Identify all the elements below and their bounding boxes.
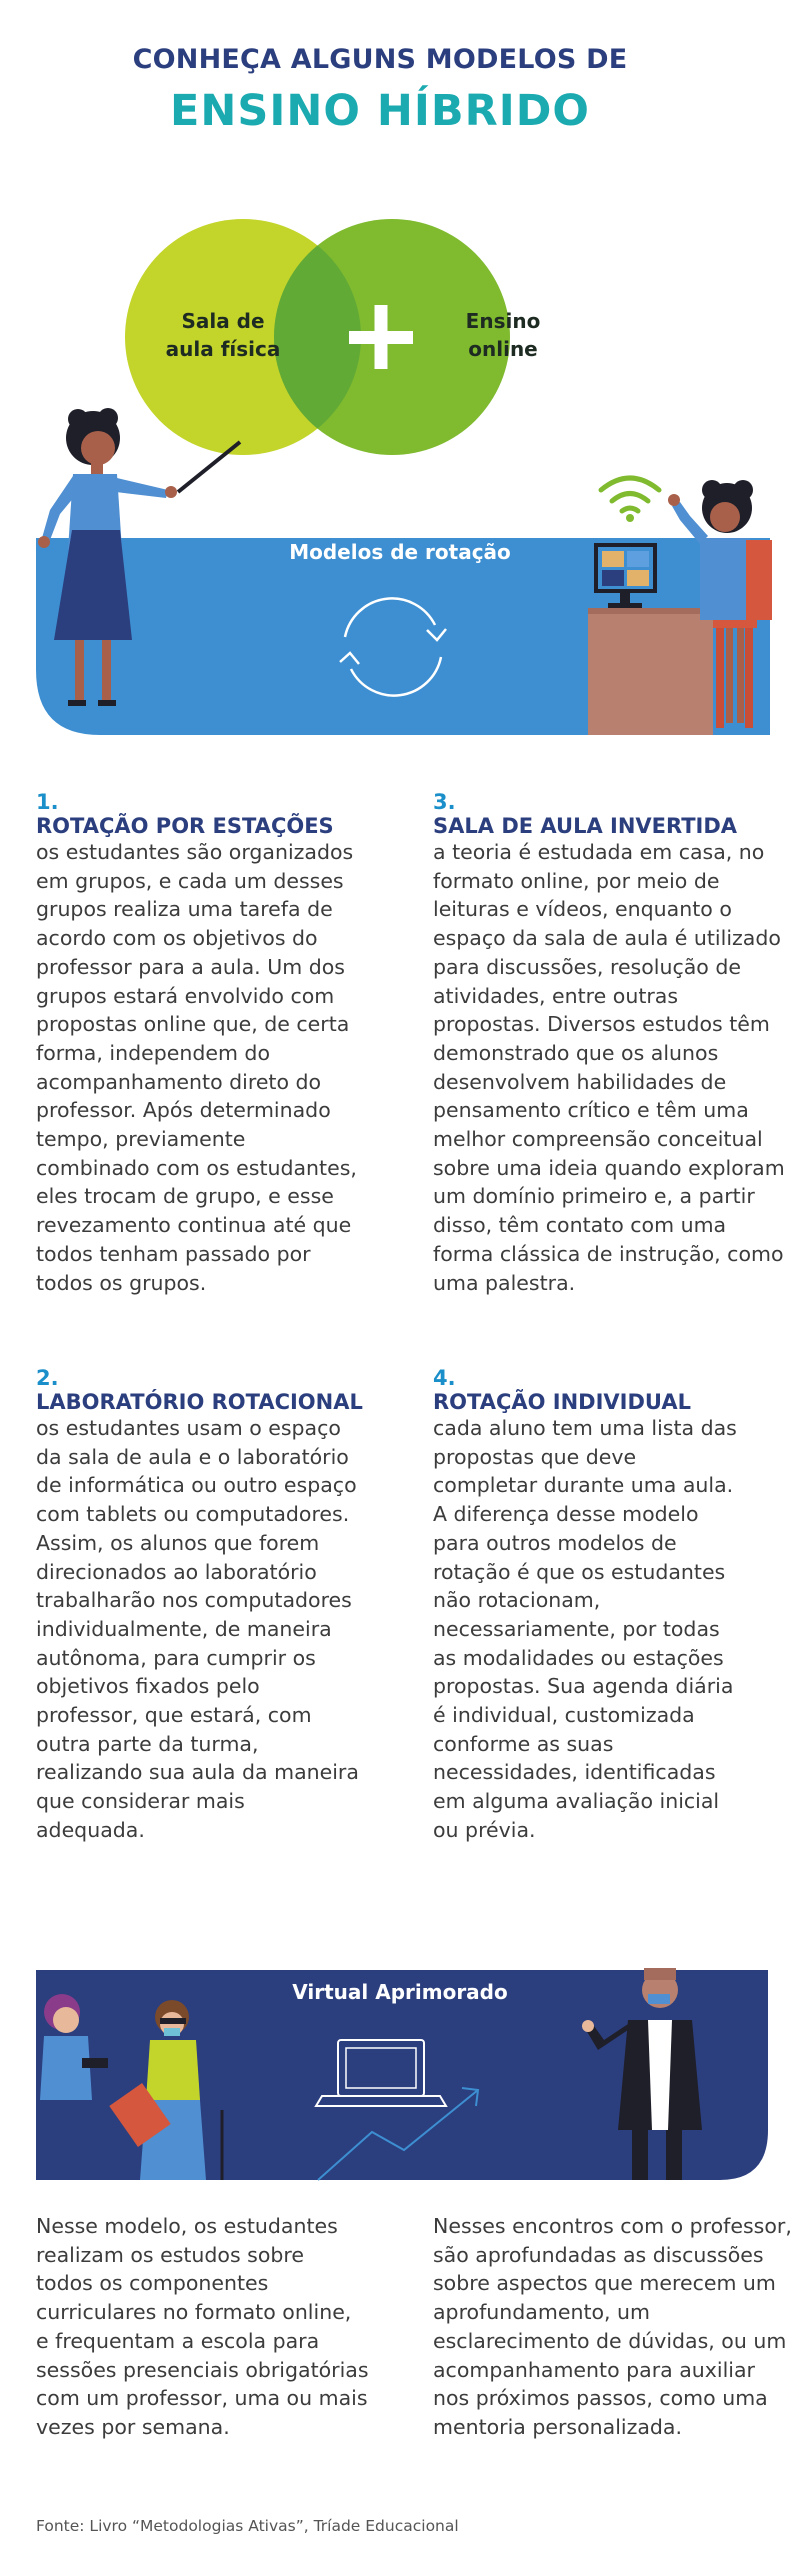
model-1: [36, 790, 386, 1297]
model-1-number: 1.: [36, 790, 59, 814]
model-2: [36, 1366, 386, 1845]
virtual-banner-illustration: [0, 1940, 801, 2190]
model-2-body: os estudantes usam o espaço da sala de aula e o laboratório de informática ou outro espaço com tablets ou computadores. Assim, os alunos que forem direcionados ao laboratório trabalharão nos computadores individualmente, de maneira autônoma, para cumprir os objetivos fixados pelo professor, que estará, com outra parte da turma, realizando sua aula da maneira que considerar mais adequada.: [36, 1416, 359, 1842]
page-title-line2: ENSINO HÍBRIDO: [170, 86, 590, 136]
virtual-banner-label: Virtual Aprimorado: [292, 1980, 508, 2004]
source-citation: Fonte: Livro “Metodologias Ativas”, Tríade Educacional: [36, 2517, 459, 2535]
venn-left-label: [163, 307, 283, 363]
model-2-number: 2.: [36, 1366, 59, 1390]
model-2-title: LABORATÓRIO ROTACIONAL: [36, 1390, 363, 1414]
model-4-title: ROTAÇÃO INDIVIDUAL: [433, 1390, 691, 1414]
virtual-left-text: Nesse modelo, os estudantes realizam os estudos sobre todos os componentes curriculares no formato online, e frequentam a escola para sessões presenciais obrigatórias com um professor, uma ou mais vezes por semana.: [36, 2214, 369, 2439]
venn-left-label-line1: Sala de: [181, 309, 265, 333]
model-3-title: SALA DE AULA INVERTIDA: [433, 814, 738, 838]
virtual-right-text: Nesses encontros com o professor, são aprofundadas as discussões sobre aspectos que merecem um aprofundamento, um esclarecimento de dúvidas, ou um acompanhamento para auxiliar nos próximos passos, como uma mentoria personalizada.: [433, 2214, 792, 2439]
model-4-body: cada aluno tem uma lista das propostas que deve completar durante uma aula. A diferença desse modelo para outros modelos de rotação é que os estudantes não rotacionam, necessariamente, por todas as modalidades ou estações propostas. Sua agenda diária é individual, customizada conforme as suas necessidades, identificadas em alguma avaliação inicial ou prévia.: [433, 1416, 737, 1842]
venn-right-label: [448, 307, 558, 363]
model-4: [433, 1366, 793, 1845]
page-title-line1: CONHEÇA ALGUNS MODELOS DE: [132, 44, 628, 75]
venn-left-label-line2: aula física: [165, 337, 281, 361]
venn-right-label-line2: online: [468, 337, 538, 361]
model-3-number: 3.: [433, 790, 456, 814]
wifi-icon: [601, 478, 659, 511]
venn-right-label-line1: Ensino: [465, 309, 541, 333]
rotation-banner-label: Modelos de rotação: [289, 540, 511, 564]
model-4-number: 4.: [433, 1366, 456, 1390]
model-1-title: ROTAÇÃO POR ESTAÇÕES: [36, 814, 334, 838]
hybrid-venn-illustration: [0, 160, 801, 750]
model-3-body: a teoria é estudada em casa, no formato online, por meio de leituras e vídeos, enquanto o espaço da sala de aula é utilizado para discussões, resolução de atividades, entre outras propostas. Diversos estudos têm demonstrado que os alunos desenvolvem habilidades de pensamento crítico e têm uma melhor compreensão conceitual sobre uma ideia quando exploram um domínio primeiro e, a partir disso, têm contato com uma forma clássica de instrução, como uma palestra.: [433, 840, 785, 1295]
model-1-body: os estudantes são organizados em grupos, e cada um desses grupos realiza uma tarefa de acordo com os objetivos do professor para a aula. Um dos grupos estará envolvido com propostas online que, de certa forma, independem do acompanhamento direto do professor. Após determinado tempo, previamente combinado com os estudantes, eles trocam de grupo, e esse revezamento continua até que todos tenham passado por todos os grupos.: [36, 840, 357, 1295]
model-3: [433, 790, 793, 1297]
